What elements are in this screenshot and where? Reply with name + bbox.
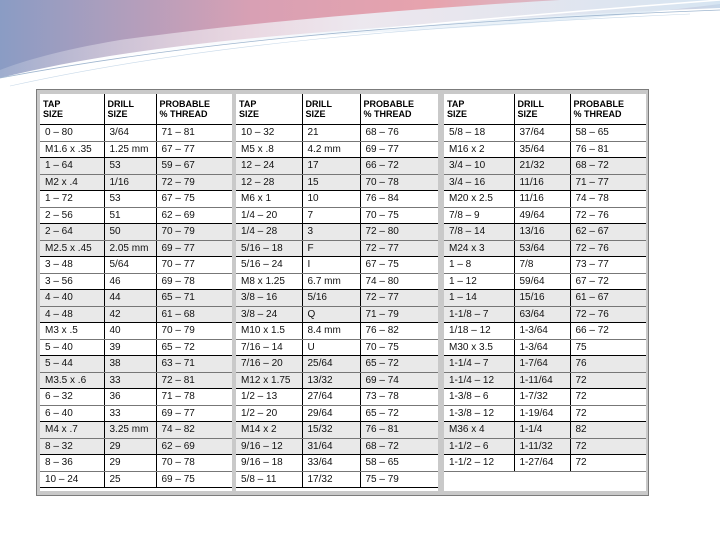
drill-size-cell: 31/64 bbox=[302, 438, 360, 455]
thread-percent-cell: 70 – 75 bbox=[360, 207, 438, 224]
thread-percent-cell: 72 – 77 bbox=[360, 290, 438, 307]
table-row bbox=[444, 273, 646, 290]
drill-size-cell: 33 bbox=[104, 372, 156, 389]
tap-size-cell: 4 – 48 bbox=[40, 306, 104, 323]
thread-percent-cell: 58 – 65 bbox=[570, 125, 646, 142]
tap-drill-chart bbox=[36, 89, 649, 496]
tap-size-cell: 0 – 80 bbox=[40, 125, 104, 142]
drill-size-cell: 29 bbox=[104, 438, 156, 455]
thread-percent-cell: 70 – 75 bbox=[360, 339, 438, 356]
table-row bbox=[40, 323, 232, 340]
table-row bbox=[444, 389, 646, 406]
table-row bbox=[236, 158, 438, 175]
table-row bbox=[444, 372, 646, 389]
drill-size-cell: 1.25 mm bbox=[104, 141, 156, 158]
table-row bbox=[40, 290, 232, 307]
tap-size-cell: 1 – 72 bbox=[40, 191, 104, 208]
tap-size-cell: M6 x 1 bbox=[236, 191, 302, 208]
table-row bbox=[236, 389, 438, 406]
tap-size-header bbox=[444, 94, 514, 125]
drill-size-cell: 38 bbox=[104, 356, 156, 373]
drill-size-cell: 39 bbox=[104, 339, 156, 356]
thread-percent-cell: 76 bbox=[570, 356, 646, 373]
thread-percent-cell: 63 – 71 bbox=[156, 356, 232, 373]
table-row bbox=[444, 191, 646, 208]
drill-size-cell: 49/64 bbox=[514, 207, 570, 224]
drill-size-cell: 1-11/64 bbox=[514, 372, 570, 389]
drill-size-cell: 25 bbox=[104, 471, 156, 488]
drill-size-header bbox=[302, 94, 360, 125]
tap-size-cell: M30 x 3.5 bbox=[444, 339, 514, 356]
thread-percent-cell: 73 – 78 bbox=[360, 389, 438, 406]
tap-size-cell: 8 – 36 bbox=[40, 455, 104, 472]
thread-percent-header bbox=[570, 94, 646, 125]
tap-size-cell: 1/4 – 28 bbox=[236, 224, 302, 241]
tap-size-cell: 5/16 – 18 bbox=[236, 240, 302, 257]
thread-percent-cell: 72 bbox=[570, 438, 646, 455]
thread-percent-cell: 66 – 72 bbox=[360, 158, 438, 175]
tap-size-cell: 3 – 48 bbox=[40, 257, 104, 274]
drill-size-header bbox=[104, 94, 156, 125]
drill-size-cell: 5/16 bbox=[302, 290, 360, 307]
thread-percent-cell: 69 – 78 bbox=[156, 273, 232, 290]
drill-size-cell: 11/16 bbox=[514, 174, 570, 191]
header-line: SIZE bbox=[517, 109, 538, 119]
table-row bbox=[444, 356, 646, 373]
thread-percent-cell: 65 – 72 bbox=[156, 339, 232, 356]
table-row bbox=[40, 240, 232, 257]
drill-size-cell: 44 bbox=[104, 290, 156, 307]
thread-percent-cell: 66 – 72 bbox=[570, 323, 646, 340]
drill-size-cell: 1-1/4 bbox=[514, 422, 570, 439]
thread-percent-cell: 70 – 79 bbox=[156, 323, 232, 340]
header-line: SIZE bbox=[447, 109, 468, 119]
thread-percent-cell: 61 – 67 bbox=[570, 290, 646, 307]
table-row bbox=[236, 438, 438, 455]
tap-size-cell: M20 x 2.5 bbox=[444, 191, 514, 208]
table-row bbox=[236, 306, 438, 323]
table-row bbox=[40, 141, 232, 158]
table-row bbox=[444, 240, 646, 257]
drill-size-cell: 1-19/64 bbox=[514, 405, 570, 422]
tap-size-cell: 1-1/2 – 6 bbox=[444, 438, 514, 455]
table-row bbox=[40, 339, 232, 356]
drill-size-cell: 29 bbox=[104, 455, 156, 472]
drill-size-cell: 53/64 bbox=[514, 240, 570, 257]
drill-size-cell: 4.2 mm bbox=[302, 141, 360, 158]
thread-percent-cell: 69 – 77 bbox=[156, 405, 232, 422]
thread-percent-cell: 76 – 81 bbox=[360, 422, 438, 439]
table-row bbox=[40, 191, 232, 208]
header-line: TAP bbox=[239, 99, 257, 109]
tap-size-cell: M14 x 2 bbox=[236, 422, 302, 439]
tap-size-header bbox=[40, 94, 104, 125]
header-line: PROBABLE bbox=[363, 99, 415, 109]
table-row bbox=[40, 306, 232, 323]
table-row bbox=[444, 422, 646, 439]
tap-size-cell: 7/16 – 20 bbox=[236, 356, 302, 373]
drill-size-cell: 29/64 bbox=[302, 405, 360, 422]
drill-size-cell: 6.7 mm bbox=[302, 273, 360, 290]
header-line: TAP bbox=[43, 99, 61, 109]
tap-size-cell: 5/16 – 24 bbox=[236, 257, 302, 274]
tap-size-cell: M24 x 3 bbox=[444, 240, 514, 257]
table-row bbox=[40, 372, 232, 389]
drill-size-cell: 17/32 bbox=[302, 471, 360, 488]
tap-size-cell: 2 – 64 bbox=[40, 224, 104, 241]
drill-size-cell: 10 bbox=[302, 191, 360, 208]
thread-percent-cell: 70 – 78 bbox=[360, 174, 438, 191]
thread-percent-cell: 68 – 72 bbox=[360, 438, 438, 455]
tap-size-cell: 1-1/4 – 12 bbox=[444, 372, 514, 389]
tap-size-cell: 7/16 – 14 bbox=[236, 339, 302, 356]
drill-size-cell: 37/64 bbox=[514, 125, 570, 142]
thread-percent-cell: 72 – 81 bbox=[156, 372, 232, 389]
tap-size-cell: 7/8 – 9 bbox=[444, 207, 514, 224]
header-line: % THREAD bbox=[573, 109, 622, 119]
table-row bbox=[236, 405, 438, 422]
drill-size-cell: 1-11/32 bbox=[514, 438, 570, 455]
table-row bbox=[444, 141, 646, 158]
tap-size-cell: 5/8 – 11 bbox=[236, 471, 302, 488]
header-line: SIZE bbox=[107, 109, 128, 119]
thread-percent-cell: 67 – 75 bbox=[156, 191, 232, 208]
thread-percent-header bbox=[360, 94, 438, 125]
drill-size-cell: U bbox=[302, 339, 360, 356]
thread-percent-cell: 72 – 76 bbox=[570, 306, 646, 323]
tap-size-cell: 4 – 40 bbox=[40, 290, 104, 307]
drill-size-cell: F bbox=[302, 240, 360, 257]
drill-size-cell: 36 bbox=[104, 389, 156, 406]
thread-percent-cell: 59 – 67 bbox=[156, 158, 232, 175]
table-row bbox=[444, 224, 646, 241]
table-row bbox=[40, 455, 232, 472]
thread-percent-cell: 72 bbox=[570, 372, 646, 389]
tap-size-cell: 1 – 12 bbox=[444, 273, 514, 290]
header-line: SIZE bbox=[43, 109, 64, 119]
table-row bbox=[236, 372, 438, 389]
drill-size-cell: 35/64 bbox=[514, 141, 570, 158]
table-row bbox=[444, 455, 646, 472]
thread-percent-cell: 72 – 79 bbox=[156, 174, 232, 191]
tap-size-cell: M8 x 1.25 bbox=[236, 273, 302, 290]
chart-panel-2 bbox=[236, 94, 438, 491]
thread-percent-cell: 76 – 82 bbox=[360, 323, 438, 340]
table-row bbox=[40, 471, 232, 488]
drill-size-cell: 1-3/64 bbox=[514, 339, 570, 356]
thread-percent-cell: 65 – 72 bbox=[360, 405, 438, 422]
thread-percent-cell: 75 – 79 bbox=[360, 471, 438, 488]
tap-size-cell: 5 – 44 bbox=[40, 356, 104, 373]
table-row bbox=[444, 323, 646, 340]
chart-panel-3 bbox=[444, 94, 646, 491]
drill-size-cell: 17 bbox=[302, 158, 360, 175]
drill-size-cell: 5/64 bbox=[104, 257, 156, 274]
drill-size-cell: 7 bbox=[302, 207, 360, 224]
table-row bbox=[40, 356, 232, 373]
thread-percent-cell: 69 – 77 bbox=[360, 141, 438, 158]
tap-size-cell: 10 – 24 bbox=[40, 471, 104, 488]
tap-size-header bbox=[236, 94, 302, 125]
thread-percent-cell: 72 bbox=[570, 389, 646, 406]
drill-size-cell: 42 bbox=[104, 306, 156, 323]
table-row bbox=[236, 191, 438, 208]
table-row bbox=[40, 422, 232, 439]
thread-percent-cell: 67 – 77 bbox=[156, 141, 232, 158]
thread-percent-header bbox=[156, 94, 232, 125]
tap-drill-table bbox=[444, 94, 646, 472]
table-row bbox=[444, 339, 646, 356]
thread-percent-cell: 62 – 69 bbox=[156, 207, 232, 224]
tap-size-cell: M2.5 x .45 bbox=[40, 240, 104, 257]
thread-percent-cell: 69 – 75 bbox=[156, 471, 232, 488]
thread-percent-cell: 61 – 68 bbox=[156, 306, 232, 323]
tap-size-cell: 2 – 56 bbox=[40, 207, 104, 224]
tap-size-cell: 1-1/8 – 7 bbox=[444, 306, 514, 323]
table-row bbox=[236, 471, 438, 488]
tap-size-cell: 1-1/4 – 7 bbox=[444, 356, 514, 373]
table-row bbox=[40, 158, 232, 175]
thread-percent-cell: 67 – 75 bbox=[360, 257, 438, 274]
table-row bbox=[444, 306, 646, 323]
drill-size-cell: 21/32 bbox=[514, 158, 570, 175]
table-row bbox=[444, 257, 646, 274]
tap-size-cell: 12 – 24 bbox=[236, 158, 302, 175]
thread-percent-cell: 58 – 65 bbox=[360, 455, 438, 472]
thread-percent-cell: 70 – 78 bbox=[156, 455, 232, 472]
drill-size-header bbox=[514, 94, 570, 125]
thread-percent-cell: 62 – 69 bbox=[156, 438, 232, 455]
table-row bbox=[444, 125, 646, 142]
tap-size-cell: 1/2 – 13 bbox=[236, 389, 302, 406]
header-line: DRILL bbox=[305, 99, 332, 109]
tap-size-cell: 10 – 32 bbox=[236, 125, 302, 142]
drill-size-cell: 51 bbox=[104, 207, 156, 224]
drill-size-cell: 15/16 bbox=[514, 290, 570, 307]
thread-percent-cell: 75 bbox=[570, 339, 646, 356]
thread-percent-cell: 62 – 67 bbox=[570, 224, 646, 241]
thread-percent-cell: 73 – 77 bbox=[570, 257, 646, 274]
table-row bbox=[236, 455, 438, 472]
tap-size-cell: 1-3/8 – 6 bbox=[444, 389, 514, 406]
tap-size-cell: M3.5 x .6 bbox=[40, 372, 104, 389]
drill-size-cell: 3 bbox=[302, 224, 360, 241]
thread-percent-cell: 65 – 71 bbox=[156, 290, 232, 307]
drill-size-cell: 21 bbox=[302, 125, 360, 142]
drill-size-cell: 11/16 bbox=[514, 191, 570, 208]
tap-drill-table bbox=[40, 94, 232, 488]
drill-size-cell: 15 bbox=[302, 174, 360, 191]
thread-percent-cell: 69 – 74 bbox=[360, 372, 438, 389]
table-row bbox=[40, 125, 232, 142]
drill-size-cell: 13/32 bbox=[302, 372, 360, 389]
table-row bbox=[236, 323, 438, 340]
thread-percent-cell: 72 bbox=[570, 405, 646, 422]
thread-percent-cell: 72 bbox=[570, 455, 646, 472]
chart-panel-1 bbox=[40, 94, 232, 491]
thread-percent-cell: 76 – 84 bbox=[360, 191, 438, 208]
tap-size-cell: 1/2 – 20 bbox=[236, 405, 302, 422]
table-row bbox=[236, 174, 438, 191]
drill-size-cell: 3.25 mm bbox=[104, 422, 156, 439]
table-row bbox=[236, 422, 438, 439]
tap-size-cell: 3/8 – 16 bbox=[236, 290, 302, 307]
tap-size-cell: 1-1/2 – 12 bbox=[444, 455, 514, 472]
header-line: TAP bbox=[447, 99, 465, 109]
drill-size-cell: 1-27/64 bbox=[514, 455, 570, 472]
tap-size-cell: 1 – 8 bbox=[444, 257, 514, 274]
tap-size-cell: 7/8 – 14 bbox=[444, 224, 514, 241]
table-row bbox=[236, 240, 438, 257]
drill-size-cell: 1/16 bbox=[104, 174, 156, 191]
thread-percent-cell: 65 – 72 bbox=[360, 356, 438, 373]
tap-size-cell: 3/4 – 16 bbox=[444, 174, 514, 191]
drill-size-cell: 33 bbox=[104, 405, 156, 422]
thread-percent-cell: 69 – 77 bbox=[156, 240, 232, 257]
drill-size-cell: 46 bbox=[104, 273, 156, 290]
header-line: PROBABLE bbox=[159, 99, 211, 109]
tap-drill-table bbox=[236, 94, 438, 488]
table-row bbox=[444, 405, 646, 422]
table-row bbox=[236, 141, 438, 158]
header-line: PROBABLE bbox=[573, 99, 625, 109]
drill-size-cell: 59/64 bbox=[514, 273, 570, 290]
thread-percent-cell: 70 – 79 bbox=[156, 224, 232, 241]
tap-size-cell: 5 – 40 bbox=[40, 339, 104, 356]
thread-percent-cell: 74 – 82 bbox=[156, 422, 232, 439]
thread-percent-cell: 71 – 78 bbox=[156, 389, 232, 406]
tap-size-cell: 5/8 – 18 bbox=[444, 125, 514, 142]
tap-size-cell: 1/4 – 20 bbox=[236, 207, 302, 224]
table-row bbox=[40, 174, 232, 191]
table-row bbox=[236, 224, 438, 241]
tap-size-cell: M4 x .7 bbox=[40, 422, 104, 439]
tap-size-cell: 1 – 14 bbox=[444, 290, 514, 307]
drill-size-cell: 7/8 bbox=[514, 257, 570, 274]
tap-size-cell: 9/16 – 18 bbox=[236, 455, 302, 472]
thread-percent-cell: 67 – 72 bbox=[570, 273, 646, 290]
header-line: DRILL bbox=[517, 99, 544, 109]
header-line: SIZE bbox=[305, 109, 326, 119]
table-row bbox=[236, 339, 438, 356]
thread-percent-cell: 72 – 80 bbox=[360, 224, 438, 241]
table-row bbox=[444, 438, 646, 455]
tap-size-cell: M36 x 4 bbox=[444, 422, 514, 439]
tap-size-cell: 6 – 32 bbox=[40, 389, 104, 406]
table-row bbox=[236, 273, 438, 290]
tap-size-cell: M12 x 1.75 bbox=[236, 372, 302, 389]
table-row bbox=[236, 257, 438, 274]
thread-percent-cell: 68 – 72 bbox=[570, 158, 646, 175]
header-line: % THREAD bbox=[159, 109, 208, 119]
header-line: SIZE bbox=[239, 109, 260, 119]
drill-size-cell: 15/32 bbox=[302, 422, 360, 439]
thread-percent-cell: 72 – 77 bbox=[360, 240, 438, 257]
table-row bbox=[444, 290, 646, 307]
table-row bbox=[236, 356, 438, 373]
drill-size-cell: 33/64 bbox=[302, 455, 360, 472]
table-row bbox=[444, 158, 646, 175]
table-row bbox=[444, 207, 646, 224]
drill-size-cell: 25/64 bbox=[302, 356, 360, 373]
table-row bbox=[40, 224, 232, 241]
decorative-banner bbox=[0, 0, 720, 90]
drill-size-cell: 50 bbox=[104, 224, 156, 241]
tap-size-cell: M5 x .8 bbox=[236, 141, 302, 158]
tap-size-cell: 1 – 64 bbox=[40, 158, 104, 175]
thread-percent-cell: 74 – 78 bbox=[570, 191, 646, 208]
drill-size-cell: Q bbox=[302, 306, 360, 323]
drill-size-cell: 8.4 mm bbox=[302, 323, 360, 340]
table-row bbox=[40, 438, 232, 455]
drill-size-cell: 13/16 bbox=[514, 224, 570, 241]
table-row bbox=[40, 257, 232, 274]
tap-size-cell: M2 x .4 bbox=[40, 174, 104, 191]
drill-size-cell: I bbox=[302, 257, 360, 274]
thread-percent-cell: 71 – 77 bbox=[570, 174, 646, 191]
thread-percent-cell: 68 – 76 bbox=[360, 125, 438, 142]
drill-size-cell: 1-7/64 bbox=[514, 356, 570, 373]
thread-percent-cell: 82 bbox=[570, 422, 646, 439]
thread-percent-cell: 74 – 80 bbox=[360, 273, 438, 290]
table-row bbox=[236, 125, 438, 142]
tap-size-cell: 3 – 56 bbox=[40, 273, 104, 290]
thread-percent-cell: 71 – 79 bbox=[360, 306, 438, 323]
drill-size-cell: 1-7/32 bbox=[514, 389, 570, 406]
tap-size-cell: M3 x .5 bbox=[40, 323, 104, 340]
tap-size-cell: M16 x 2 bbox=[444, 141, 514, 158]
table-row bbox=[40, 405, 232, 422]
thread-percent-cell: 71 – 81 bbox=[156, 125, 232, 142]
header-line: DRILL bbox=[107, 99, 134, 109]
tap-size-cell: M10 x 1.5 bbox=[236, 323, 302, 340]
drill-size-cell: 2.05 mm bbox=[104, 240, 156, 257]
table-row bbox=[444, 174, 646, 191]
table-row bbox=[40, 389, 232, 406]
tap-size-cell: 12 – 28 bbox=[236, 174, 302, 191]
thread-percent-cell: 70 – 77 bbox=[156, 257, 232, 274]
table-row bbox=[236, 207, 438, 224]
table-row bbox=[236, 290, 438, 307]
tap-size-cell: M1.6 x .35 bbox=[40, 141, 104, 158]
tap-size-cell: 3/8 – 24 bbox=[236, 306, 302, 323]
tap-size-cell: 6 – 40 bbox=[40, 405, 104, 422]
thread-percent-cell: 72 – 76 bbox=[570, 207, 646, 224]
thread-percent-cell: 72 – 76 bbox=[570, 240, 646, 257]
drill-size-cell: 53 bbox=[104, 158, 156, 175]
drill-size-cell: 53 bbox=[104, 191, 156, 208]
drill-size-cell: 3/64 bbox=[104, 125, 156, 142]
table-row bbox=[40, 207, 232, 224]
tap-size-cell: 1-3/8 – 12 bbox=[444, 405, 514, 422]
tap-size-cell: 9/16 – 12 bbox=[236, 438, 302, 455]
tap-size-cell: 1/18 – 12 bbox=[444, 323, 514, 340]
drill-size-cell: 63/64 bbox=[514, 306, 570, 323]
drill-size-cell: 1-3/64 bbox=[514, 323, 570, 340]
thread-percent-cell: 76 – 81 bbox=[570, 141, 646, 158]
drill-size-cell: 40 bbox=[104, 323, 156, 340]
tap-size-cell: 8 – 32 bbox=[40, 438, 104, 455]
table-row bbox=[40, 273, 232, 290]
tap-size-cell: 3/4 – 10 bbox=[444, 158, 514, 175]
header-line: % THREAD bbox=[363, 109, 412, 119]
drill-size-cell: 27/64 bbox=[302, 389, 360, 406]
